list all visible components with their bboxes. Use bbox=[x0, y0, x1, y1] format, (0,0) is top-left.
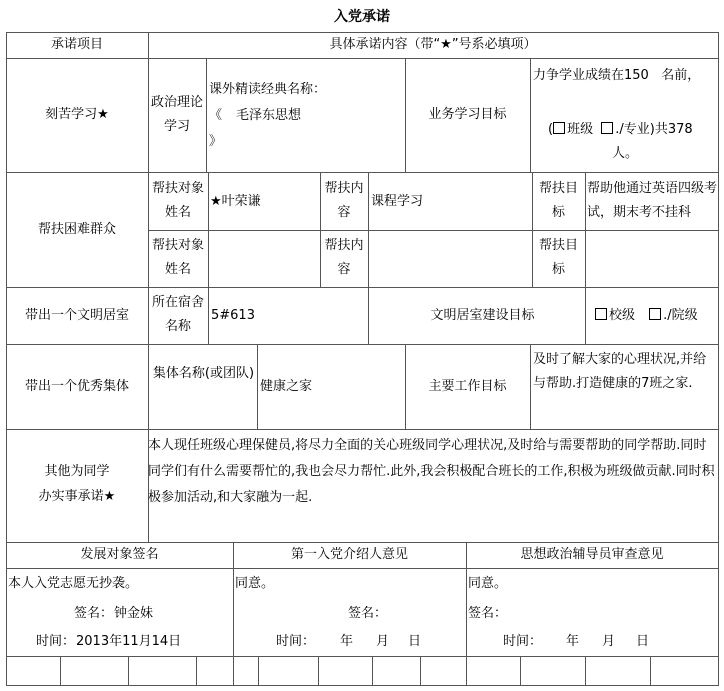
option-school-label: 校级 bbox=[609, 308, 636, 323]
group-label: 带出一个优秀集体 bbox=[24, 379, 129, 394]
rule bbox=[6, 287, 719, 288]
group-goal-label: 主要工作目标 bbox=[428, 379, 507, 394]
rule bbox=[585, 172, 586, 287]
other-label-1: 其他为同学 bbox=[44, 464, 110, 479]
help-content-label-2: 帮扶内容 bbox=[324, 238, 364, 277]
reading-close: 》 bbox=[209, 134, 223, 149]
rule bbox=[6, 344, 719, 345]
day-label-3: 日 bbox=[636, 634, 650, 649]
rule bbox=[6, 58, 719, 59]
help-label: 帮扶困难群众 bbox=[37, 222, 116, 237]
month-label-3: 月 bbox=[602, 634, 616, 649]
rule bbox=[718, 32, 719, 686]
checkbox-college[interactable] bbox=[649, 308, 661, 320]
rule bbox=[532, 172, 533, 287]
option-class-label: 班级 bbox=[567, 122, 594, 137]
sign-time-label-1: 时间： bbox=[36, 634, 76, 649]
sign-date: 2013年11月14日 bbox=[76, 634, 182, 649]
help-goal-1: 帮助他通过英语四级考试，期末考不挂科 bbox=[587, 181, 718, 220]
study-goal-tail: 人。 bbox=[612, 146, 639, 161]
header-item-label: 承诺项目 bbox=[50, 37, 103, 52]
help-content-1: 课程学习 bbox=[371, 194, 424, 209]
group-name-label: 集体名称(或团队) bbox=[152, 366, 255, 381]
pledge-text: 本人入党志愿无抄袭。 bbox=[8, 576, 139, 591]
sign-col2-label: 第一入党介绍人意见 bbox=[290, 547, 408, 562]
rule bbox=[466, 656, 467, 685]
rule bbox=[420, 656, 421, 685]
rule bbox=[206, 58, 207, 172]
study-label: 刻苦学习★ bbox=[45, 107, 109, 122]
dorm-label: 带出一个文明居室 bbox=[24, 308, 129, 323]
agree-text-2: 同意。 bbox=[468, 576, 508, 591]
rule bbox=[530, 344, 531, 429]
sign-col1-label: 发展对象签名 bbox=[80, 547, 159, 562]
option-major-label: ./专业)共378 bbox=[615, 122, 693, 137]
agree-text-1: 同意。 bbox=[235, 576, 275, 591]
page-title: 入党承诺 bbox=[334, 9, 390, 25]
checkbox-class[interactable] bbox=[553, 122, 565, 134]
rule bbox=[258, 656, 259, 685]
study-goal-label: 业务学习目标 bbox=[428, 107, 507, 122]
help-goal-label-2: 帮扶目标 bbox=[538, 238, 578, 277]
rule bbox=[208, 172, 209, 287]
rule bbox=[368, 287, 369, 344]
rule bbox=[650, 656, 651, 685]
rule bbox=[60, 656, 61, 685]
rule bbox=[6, 429, 719, 430]
option-college-label: ./院级 bbox=[663, 308, 698, 323]
rule bbox=[128, 656, 129, 685]
sign-label-3: 签名： bbox=[468, 606, 508, 621]
study-sublabel: 政治理论学习 bbox=[150, 95, 203, 134]
other-text: 本人现任班级心理保健员,将尽力全面的关心班级同学心理状况,及时给与需要帮助的同学帮助.同时同学们有什么需要帮忙的,我也会尽力帮忙.此外,我会积极配合班长的工作,积极为班级做贡献.同时积极参加活动,和大家融为一起. bbox=[148, 438, 715, 505]
year-label-2: 年 bbox=[340, 634, 354, 649]
rule bbox=[318, 656, 319, 685]
rule bbox=[233, 656, 234, 685]
rule bbox=[372, 656, 373, 685]
sign-label-2: 签名： bbox=[348, 606, 388, 621]
rule bbox=[520, 656, 521, 685]
help-obj-1: ★叶荣谦 bbox=[210, 194, 261, 209]
sign-col3-label: 思想政治辅导员审查意见 bbox=[520, 547, 664, 562]
rule bbox=[208, 287, 209, 344]
study-goal-text: 力争学业成绩在150 名前， bbox=[533, 68, 701, 83]
rule bbox=[6, 568, 719, 569]
study-goal-options: ( 班级 ./专业)共378 bbox=[548, 122, 693, 137]
reading-label: 课外精读经典名称： bbox=[209, 82, 327, 97]
dorm-room-label: 所在宿舍名称 bbox=[151, 295, 204, 334]
checkbox-school[interactable] bbox=[595, 308, 607, 320]
dorm-options bbox=[595, 304, 698, 328]
dorm-goal-label: 文明居室建设目标 bbox=[430, 308, 535, 323]
signer-name: 钟金妹 bbox=[114, 606, 154, 621]
dorm-room: 5#613 bbox=[211, 308, 255, 323]
rule bbox=[368, 172, 369, 287]
year-label-3: 年 bbox=[566, 634, 580, 649]
help-goal-label-1: 帮扶目标 bbox=[538, 181, 578, 220]
signer-label: 签名： bbox=[74, 606, 114, 621]
rule bbox=[320, 172, 321, 287]
header-content-label: 具体承诺内容（带“★”号系必填项） bbox=[329, 37, 537, 52]
sign-time-label-2: 时间： bbox=[276, 634, 316, 649]
reading-open: 《 bbox=[209, 108, 223, 123]
help-obj-label-1: 帮扶对象姓名 bbox=[151, 181, 204, 220]
rule bbox=[196, 656, 197, 685]
help-content-label-1: 帮扶内容 bbox=[324, 181, 364, 220]
rule bbox=[257, 344, 258, 429]
rule bbox=[585, 287, 586, 344]
reading-book: 毛泽东思想 bbox=[236, 108, 302, 123]
checkbox-major[interactable] bbox=[601, 122, 613, 134]
other-label-2: 办实事承诺★ bbox=[38, 489, 116, 504]
rule bbox=[6, 685, 719, 686]
rule bbox=[585, 656, 586, 685]
rule bbox=[6, 32, 7, 686]
month-label-2: 月 bbox=[376, 634, 390, 649]
rule bbox=[6, 656, 719, 657]
rule bbox=[530, 58, 531, 172]
group-name: 健康之家 bbox=[260, 379, 313, 394]
group-goal: 及时了解大家的心理状况,并给与帮助.打造健康的7班之家. bbox=[533, 352, 707, 391]
rule bbox=[148, 230, 719, 231]
rule bbox=[6, 172, 719, 173]
day-label-2: 日 bbox=[408, 634, 422, 649]
help-obj-label-2: 帮扶对象姓名 bbox=[151, 238, 204, 277]
sign-time-label-3: 时间： bbox=[503, 634, 543, 649]
